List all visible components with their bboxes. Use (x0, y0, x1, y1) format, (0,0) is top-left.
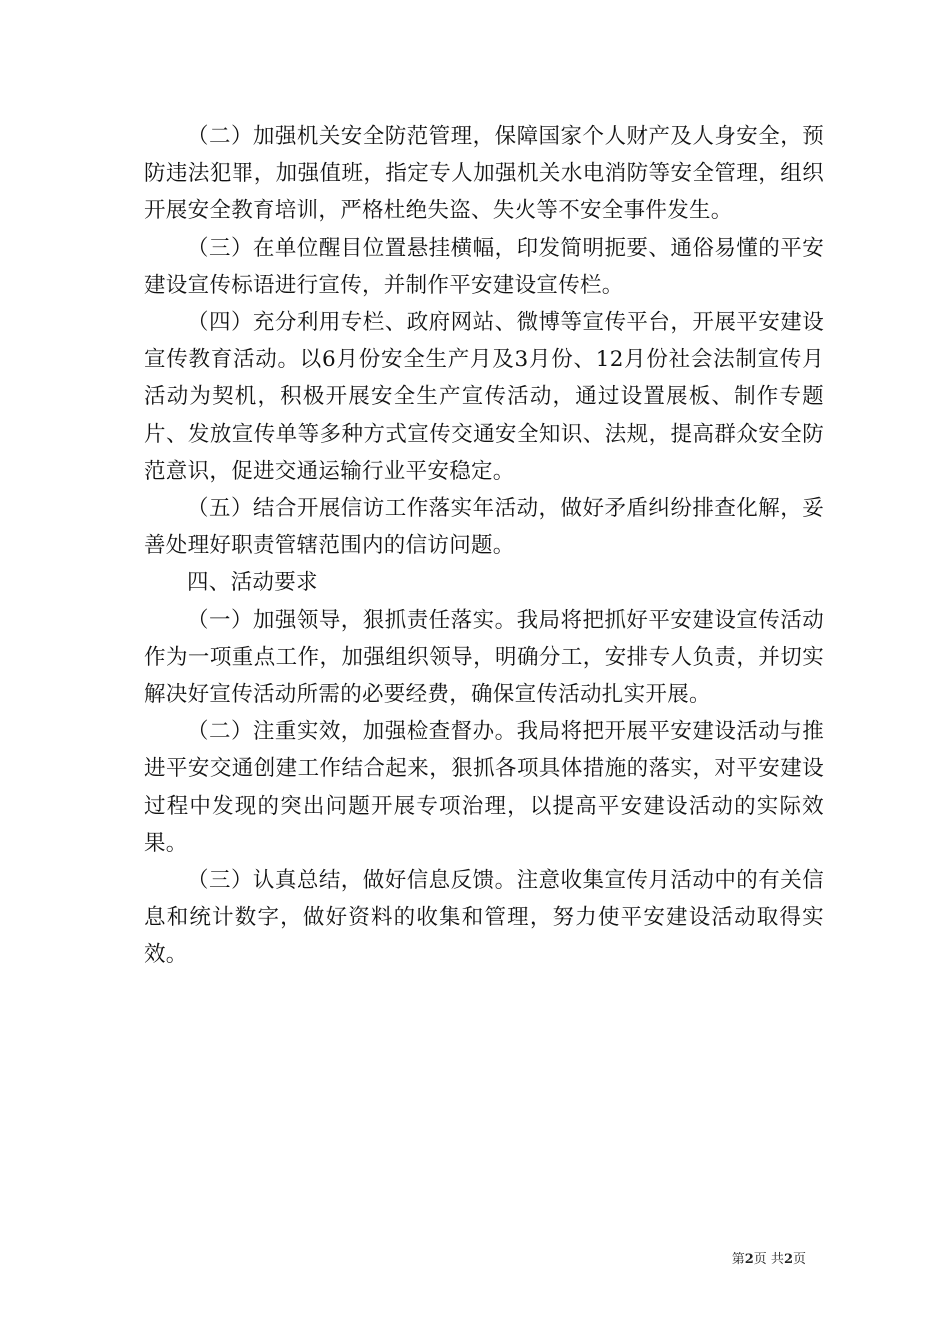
paragraph-security-management: （二）加强机关安全防范管理，保障国家个人财产及人身安全，预防违法犯罪，加强值班，指定专人加强机关水电消防等安全管理，组织开展安全教育培训，严格杜绝失盗、失火等不安全事件发生。 (144, 124, 824, 224)
paragraph-publicity-platforms: （四）充分利用专栏、政府网站、微博等宣传平台，开展平安建设宣传教育活动。以6月份安全生产月及3月份、12月份社会法制宣传月活动为契机，积极开展安全生产宣传活动，通过设置展板、制作专题片、发放宣传单等多种方式宣传交通安全知识、法规，提高群众安全防范意识，促进交通运输行业平安稳定。 (144, 310, 824, 484)
footer-total-pages: 2 (783, 1252, 793, 1267)
footer-middle: 页 共 (753, 1252, 784, 1267)
paragraph-banners: （三）在单位醒目位置悬挂横幅，印发简明扼要、通俗易懂的平安建设宣传标语进行宣传，并制作平安建设宣传栏。 (144, 235, 824, 298)
page-footer (0, 1248, 806, 1267)
section-heading-requirements: 四、活动要求 (187, 570, 318, 596)
paragraph-petitions: （五）结合开展信访工作落实年活动，做好矛盾纠纷排查化解，妥善处理好职责管辖范围内的信访问题。 (144, 496, 824, 559)
footer-prefix: 第 (731, 1252, 745, 1267)
footer-current-page: 2 (744, 1252, 754, 1267)
paragraph-effectiveness: （二）注重实效，加强检查督办。我局将把开展平安建设活动与推进平安交通创建工作结合起来，狠抓各项具体措施的落实，对平安建设过程中发现的突出问题开展专项治理，以提高平安建设活动的实际效果。 (144, 719, 824, 856)
paragraph-summary-feedback: （三）认真总结，做好信息反馈。注意收集宣传月活动中的有关信息和统计数字，做好资料的收集和管理，努力使平安建设活动取得实效。 (144, 868, 824, 968)
footer-suffix: 页 (792, 1252, 806, 1267)
paragraph-leadership: （一）加强领导，狠抓责任落实。我局将把抓好平安建设宣传活动作为一项重点工作，加强组织领导，明确分工，安排专人负责，并切实解决好宣传活动所需的必要经费，确保宣传活动扎实开展。 (144, 607, 824, 708)
document-body (144, 118, 824, 974)
